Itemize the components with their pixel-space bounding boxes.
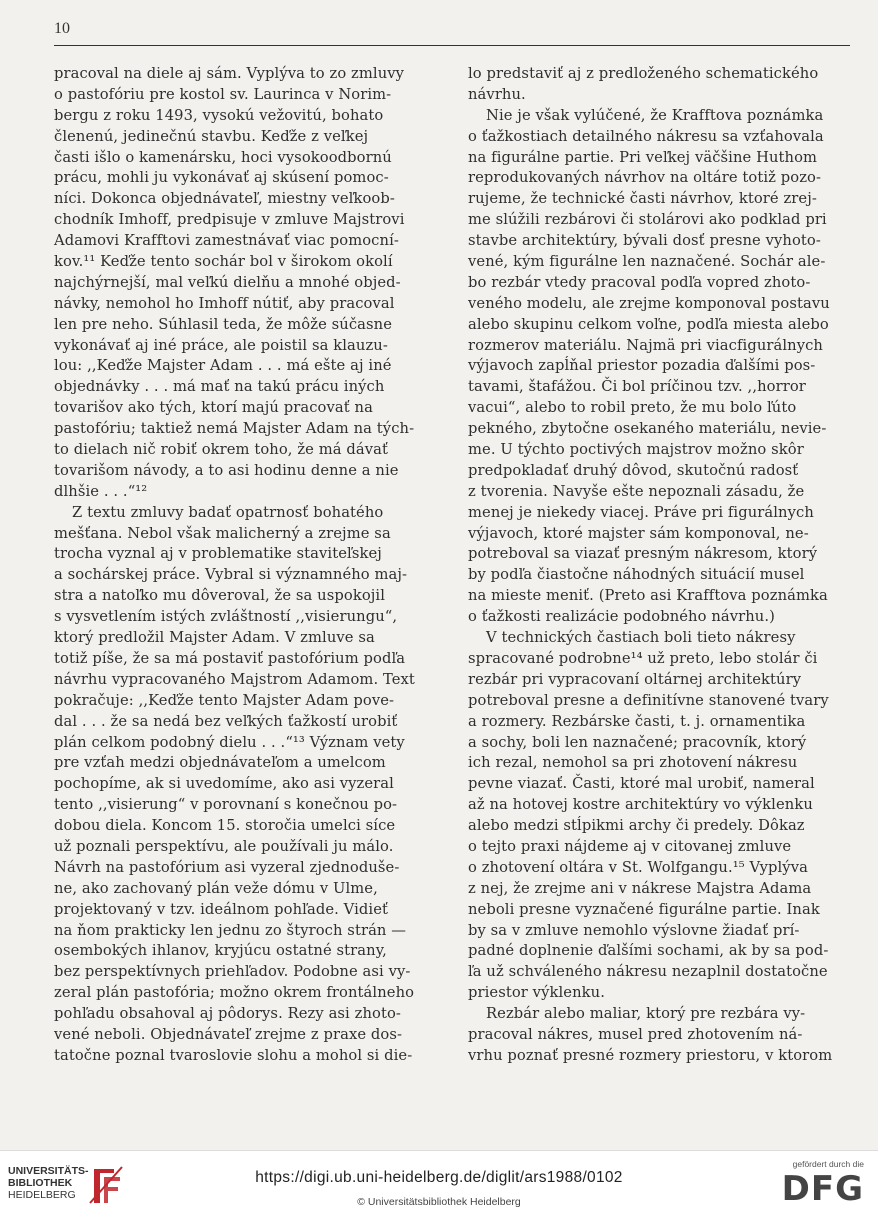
right-column-line: rujeme, že technické časti návrhov, ktoré zrej- bbox=[468, 190, 817, 208]
left-column-line: a sochárskej práce. Vybral si významného maj- bbox=[54, 566, 408, 584]
left-column-line: návky, nemohol ho Imhoff nútiť, aby pracoval bbox=[54, 294, 395, 312]
library-name-line3: HEIDELBERG bbox=[8, 1189, 76, 1201]
right-column-line: vené, kým figurálne len naznačené. Sochár ale- bbox=[468, 253, 826, 271]
dfg-logo[interactable] bbox=[744, 1159, 864, 1213]
left-column-line: návrhu vypracovaného Majstrom Adamom. Text bbox=[54, 670, 415, 688]
right-column-line: lo predstaviť aj z predloženého schematického bbox=[468, 65, 819, 82]
right-column-line: na mieste meniť. (Preto asi Krafftova poznámka bbox=[468, 587, 828, 605]
library-name-line1: UNIVERSITÄTS- bbox=[8, 1165, 89, 1177]
right-column-line: pekného, zbytočne osekaného materiálu, nevie- bbox=[468, 420, 827, 438]
right-column-line: Rezbár alebo maliar, ktorý pre rezbára vy- bbox=[486, 1005, 806, 1023]
left-column-line: len pre neho. Súhlasil teda, že môže súčasne bbox=[54, 315, 392, 333]
right-column-line: reprodukovaných návrhov na oltáre totiž pozo- bbox=[468, 169, 822, 187]
left-column-line: tovarišom návody, a to asi hodinu denne a nie bbox=[54, 461, 399, 479]
dfg-funded-label: gefördert durch die bbox=[792, 1159, 864, 1169]
right-column-line: spracované podrobne¹⁴ už preto, lebo stolár či bbox=[468, 649, 818, 667]
left-column-line: pohľadu obsahoval aj pôdorys. Rezy asi zhoto- bbox=[54, 1005, 401, 1023]
right-column-line: me slúžili rezbárovi či stolárovi ako podklad pri bbox=[468, 211, 827, 229]
left-column-line: projektovaný v tzv. ideálnom pohľade. Vidieť bbox=[54, 900, 389, 918]
left-column-line: Adamovi Krafftovi zamestnávať viac pomocní- bbox=[54, 232, 399, 250]
right-column-line: z tvorenia. Navyše ešte nepoznali zásadu, že bbox=[468, 482, 805, 500]
left-column-line: o pastofóriu pre kostol sv. Laurinca v Norim- bbox=[54, 85, 392, 103]
right-column-line: rozmerov materiálu. Najmä pri viacfigurálnych bbox=[468, 336, 823, 354]
right-column-line: rezbár pri vypracovaní oltárnej architektúry bbox=[468, 670, 802, 688]
left-column-line: pre vzťah medzi objednávateľom a umelcom bbox=[54, 754, 386, 772]
right-column-line: z nej, že zrejme ani v nákrese Majstra Adama bbox=[468, 879, 812, 897]
right-column-line: potreboval sa viazať presným nákresom, ktorý bbox=[468, 545, 818, 563]
left-column-line: tovarišov ako tých, ktorí majú pracovať na bbox=[54, 399, 373, 417]
left-column-line: ne, ako zachovaný plán veže dómu v Ulme, bbox=[54, 879, 378, 897]
right-column-line: alebo medzi stĺpikmi archy či predely. Dôkaz bbox=[468, 817, 805, 835]
left-column-line: totiž píše, že sa má postaviť pastofórium podľa bbox=[54, 649, 406, 667]
right-column-line: neboli presne vyznačené figurálne partie. Inak bbox=[468, 900, 820, 918]
right-column-line: me. U týchto poctivých majstrov možno skôr bbox=[468, 441, 804, 459]
left-column-line: pastofóriu; taktiež nemá Majster Adam na tých- bbox=[54, 420, 415, 438]
right-column-line: potreboval presne a definitívne stanovené tvary bbox=[468, 691, 829, 709]
left-column-line: ktorý predložil Majster Adam. V zmluve sa bbox=[54, 629, 375, 647]
right-column-line: predpokladať druhý dôvod, skutočnú radosť bbox=[468, 461, 799, 479]
right-column-line: alebo skupinu celkom voľne, podľa miesta alebo bbox=[468, 315, 829, 333]
left-column-line: už poznali perspektívu, ale používali ju málo. bbox=[54, 837, 394, 855]
right-column-line: ľa už schváleného nákresu nezaplnil dostatočne bbox=[468, 963, 828, 981]
right-column-line: padné doplnenie ďalšími sochami, ak by sa pod- bbox=[468, 942, 829, 960]
left-column-line: lou: ,,Keďže Majster Adam . . . má ešte aj iné bbox=[54, 357, 392, 375]
copyright-notice: © Universitätsbibliothek Heidelberg bbox=[357, 1196, 521, 1208]
left-column-line: to dielach nič robiť okrem toho, že má dávať bbox=[54, 441, 389, 459]
right-column-line: veného modelu, ale zrejme komponoval postavu bbox=[468, 294, 830, 312]
left-column-line: plán celkom podobný dielu . . .“¹³ Význam vety bbox=[54, 733, 405, 751]
right-column-line: o ťažkostiach detailného nákresu sa vzťahovala bbox=[468, 127, 824, 145]
right-column-line: by podľa čiastočne náhodných situácií musel bbox=[468, 566, 805, 584]
dfg-wordmark: DFG bbox=[781, 1169, 864, 1209]
right-column-line: pevne viazať. Časti, ktoré mal urobiť, nameral bbox=[468, 775, 815, 793]
left-column-line: pracoval na diele aj sám. Vyplýva to zo zmluvy bbox=[54, 65, 405, 82]
right-column-line: o zhotovení oltára v St. Wolfgangu.¹⁵ Vyplýva bbox=[468, 858, 808, 876]
left-column-line: objednávky . . . má mať na takú prácu iných bbox=[54, 378, 385, 396]
page-number: 10 bbox=[54, 20, 70, 37]
left-column-line: bez perspektívnych priehľadov. Podobne asi vy- bbox=[54, 963, 411, 981]
right-column-line: o ťažkosti realizácie podobného návrhu.) bbox=[468, 608, 775, 626]
left-column-line: vykonávať aj iné práce, ale poistil sa klauzu- bbox=[54, 336, 388, 354]
left-column-line: vené neboli. Objednávateľ zrejme z praxe dos- bbox=[54, 1025, 403, 1043]
left-column-line: dobou diela. Koncom 15. storočia umelci síce bbox=[54, 817, 396, 835]
header-rule bbox=[54, 45, 850, 46]
right-column-line: výjavoch zapĺňal priestor pozadia ďalšími pos- bbox=[468, 357, 816, 375]
left-column-line: členenú, jedinečnú stavbu. Keďže z veľkej bbox=[54, 127, 369, 145]
right-column-line: vacui“, alebo to robil preto, že mu bolo ľúto bbox=[468, 399, 797, 417]
right-column-line: výjavoch, ktoré majster sám komponoval, ne- bbox=[468, 524, 809, 542]
left-column-line: najchýrnejší, mal veľkú dielňu a mnohé objed- bbox=[54, 273, 401, 291]
left-column-line: chodník Imhoff, predpisuje v zmluve Majstrovi bbox=[54, 211, 405, 229]
right-column-line: na figurálne partie. Pri veľkej väčšine Huthom bbox=[468, 148, 818, 166]
right-column-line: a rozmery. Rezbárske časti, t. j. ornamentika bbox=[468, 712, 806, 730]
right-text-column bbox=[468, 64, 851, 1067]
library-name-line2: BIBLIOTHEK bbox=[8, 1177, 73, 1189]
left-column-line: prácu, mohli ju vykonávať aj skúsení pomoc- bbox=[54, 169, 389, 187]
footer-bar bbox=[0, 1150, 878, 1220]
right-column-line: pracoval nákres, musel pred zhotovením ná- bbox=[468, 1025, 803, 1043]
left-column-line: časti išlo o kamenársku, hoci vysokoodbornú bbox=[54, 148, 392, 166]
left-column-line: bergu z roku 1493, vysokú vežovitú, bohato bbox=[54, 106, 384, 124]
right-column-line: stavbe architektúry, bývali dosť presne vyhoto- bbox=[468, 232, 821, 250]
left-column-line: osembokých ihlanov, kryjúcu ostatné strany, bbox=[54, 942, 387, 960]
right-column-line: a sochy, boli len naznačené; pracovník, ktorý bbox=[468, 733, 807, 751]
right-column-line: priestor výklenku. bbox=[468, 984, 605, 1002]
right-column-line: menej je niekedy viacej. Práve pri figurálnych bbox=[468, 503, 814, 521]
right-column-line: o tejto praxi nájdeme aj v citovanej zmluve bbox=[468, 837, 792, 855]
left-column-line: tento ,,visierung“ v porovnaní s konečnou po- bbox=[54, 796, 398, 814]
left-column-line: dal . . . že sa nedá bez veľkých ťažkostí urobiť bbox=[54, 712, 398, 730]
left-column-line: níci. Dokonca objednávateľ, miestny veľkoob- bbox=[54, 190, 395, 208]
right-column-line: bo rezbár vtedy pracoval podľa vopred zhoto- bbox=[468, 273, 811, 291]
left-column-line: mešťana. Nebol však malicherný a zrejme sa bbox=[54, 524, 391, 542]
right-column-line: V technických častiach boli tieto nákresy bbox=[486, 629, 796, 647]
right-column-line: ich rezal, nemohol sa pri zhotovení nákresu bbox=[468, 754, 798, 772]
right-column-line: tavami, štafážou. Či bol príčinou tzv. ,,horror bbox=[468, 378, 806, 396]
left-column-line: s vysvetlením istých zvláštností ,,visierungu“, bbox=[54, 608, 398, 626]
left-column-line: Návrh na pastofórium asi vyzeral zjednoduše- bbox=[54, 858, 400, 876]
left-column-line: na ňom prakticky len jednu zo štyroch strán — bbox=[54, 921, 407, 939]
left-column-line: stra a natoľko mu dôveroval, že sa uspokojil bbox=[54, 587, 386, 605]
left-column-line: pokračuje: ,,Keďže tento Majster Adam pove- bbox=[54, 691, 395, 709]
left-column-line: Z textu zmluvy badať opatrnosť bohatého bbox=[72, 503, 384, 521]
left-column-line: pochopíme, ak si uvedomíme, ako asi vyzeral bbox=[54, 775, 394, 793]
left-column-line: zeral plán pastofória; možno okrem frontálneho bbox=[54, 984, 415, 1002]
left-column-line: trocha vyznal aj v problematike staviteľskej bbox=[54, 545, 382, 563]
right-column-line: vrhu poznať presné rozmery priestoru, v ktorom bbox=[468, 1046, 833, 1064]
right-column-line: až na hotovej kostre architektúry vo výklenku bbox=[468, 796, 813, 814]
left-column-line: dlhšie . . .“¹² bbox=[54, 482, 148, 500]
right-column-line: návrhu. bbox=[468, 85, 526, 103]
left-text-column bbox=[54, 64, 437, 1067]
right-column-line: Nie je však vylúčené, že Krafftova poznámka bbox=[486, 106, 824, 124]
document-url-link[interactable]: https://digi.ub.uni-heidelberg.de/diglit/ars1988/0102 bbox=[255, 1169, 623, 1186]
right-column-line: by sa v zmluve nemohlo výslovne žiadať prí- bbox=[468, 921, 800, 939]
left-column-line: tatočne poznal tvaroslovie slohu a mohol si die- bbox=[54, 1046, 413, 1064]
left-column-line: kov.¹¹ Keďže tento sochár bol v širokom okolí bbox=[54, 253, 393, 271]
